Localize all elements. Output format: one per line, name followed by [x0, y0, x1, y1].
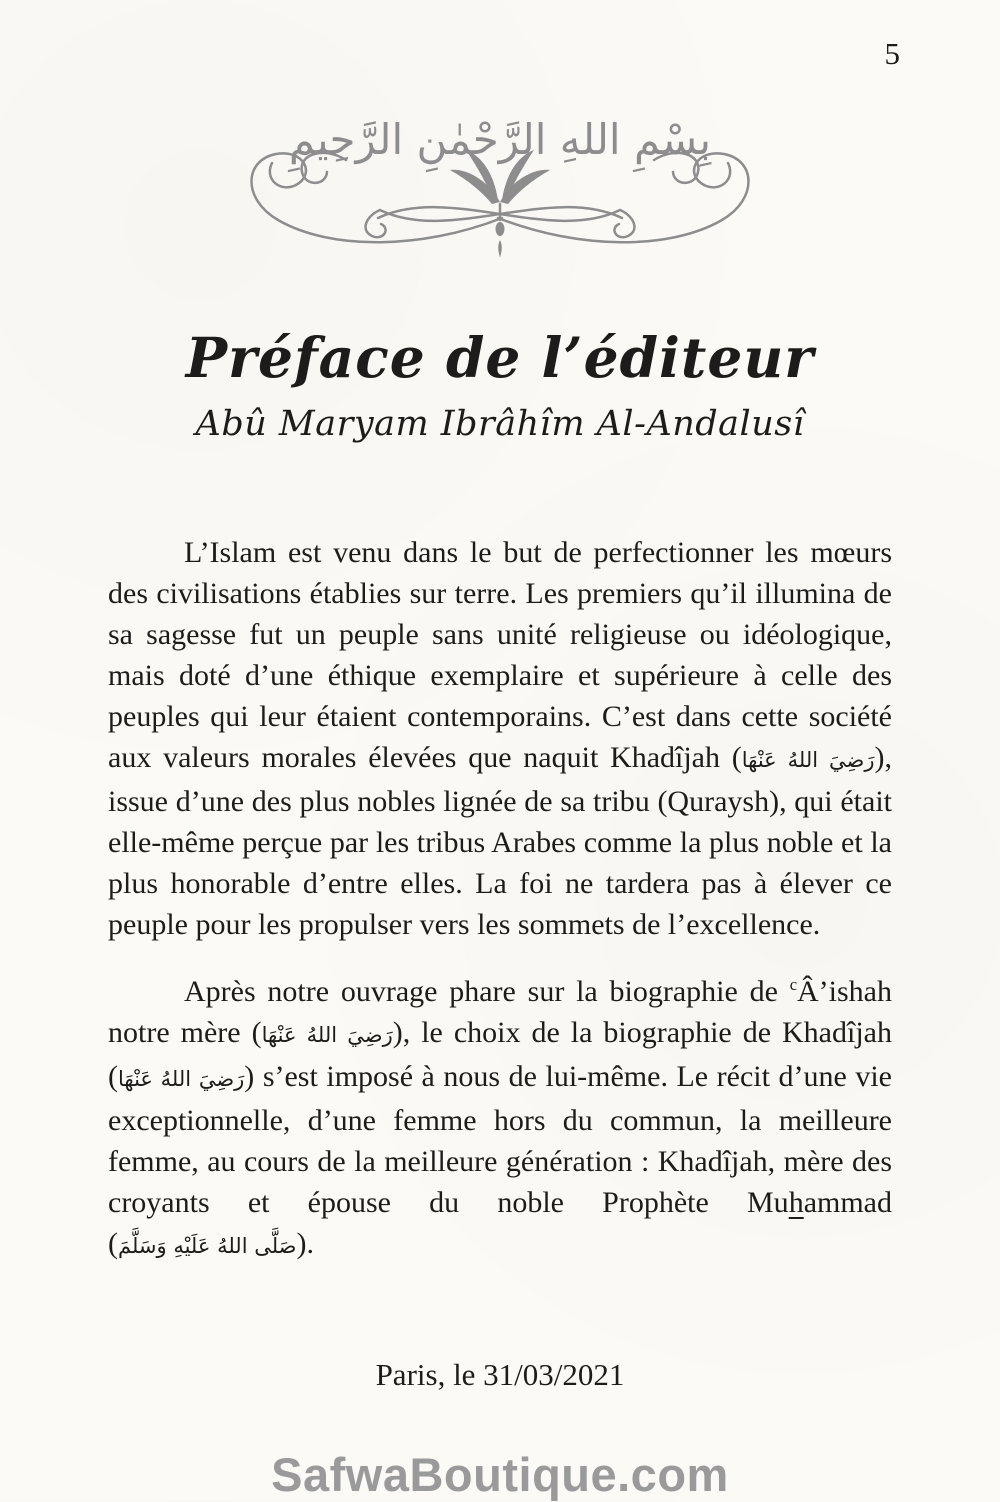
- bismillah-text: بِسْمِ اللهِ الرَّحْمٰنِ الرَّحِيمِ: [288, 115, 712, 164]
- paragraph-text: ) s’est imposé à nous de lui-même. Le récit d’une vie exceptionnelle, d’une femme hors du commun, la meilleure femme, au cours de la meilleure génération : Khadîjah, mère des croyants et épouse du noble Prophète Mu: [108, 1060, 892, 1219]
- underlined-letter: h: [788, 1186, 804, 1219]
- paragraph-text: ), issue d’une des plus nobles lignée de sa tribu (Quraysh), qui était elle-même perçue par les tribus Arabes comme la plus noble et la plus honorable d’entre elles. La foi ne tardera pas à élever ce peuple pour les propulser vers les sommets de l’excellence.: [108, 741, 892, 941]
- date-line: Paris, le 31/03/2021: [375, 1357, 625, 1392]
- body-paragraphs: [108, 532, 892, 1267]
- paragraph-text: Après notre ouvrage phare sur la biographie de: [184, 975, 790, 1008]
- honorific-arabic: رَضِيَ اللهُ عَنْهَا: [741, 748, 875, 772]
- page-number: 5: [884, 36, 900, 71]
- paragraph-text: L’Islam est venu dans le but de perfectionner les mœurs des civilisations établies sur terre. Les premiers qu’il illumina de sa sagesse fut un peuple sans unité religieuse ou idéologique, mais doté d’une éthique exemplaire et supérieure à celle des peuples qui leur étaient contemporains. C’est dans cette société aux valeurs morales élevées que naquit Khadîjah (: [108, 536, 892, 774]
- author-name: Abû Maryam Ibrâhîm Al-Andalusî: [195, 404, 805, 444]
- preface-title: Préface de l’éditeur: [185, 325, 815, 390]
- watermark-text: SafwaBoutique.com: [271, 1448, 729, 1501]
- superscript-ayn: c: [789, 975, 798, 994]
- paragraph-text: Â’ishah notre mère (: [108, 975, 892, 1049]
- honorific-arabic: رَضِيَ اللهُ عَنْهَا: [261, 1023, 393, 1047]
- ornament-wrap: [0, 0, 1000, 273]
- body-paragraph: [108, 532, 892, 945]
- paragraph-text: ), le choix de la biographie de Khadîjah (: [108, 1016, 892, 1093]
- bismillah-ornament: [220, 98, 780, 268]
- body-paragraph: [108, 971, 892, 1267]
- honorific-arabic: رَضِيَ اللهُ عَنْهَا: [118, 1067, 245, 1091]
- paragraph-text: ammad (: [108, 1186, 892, 1260]
- paragraph-text: ).: [296, 1227, 314, 1260]
- honorific-arabic: صَلَّى اللهُ عَلَيْهِ وَسَلَّمَ: [118, 1234, 297, 1258]
